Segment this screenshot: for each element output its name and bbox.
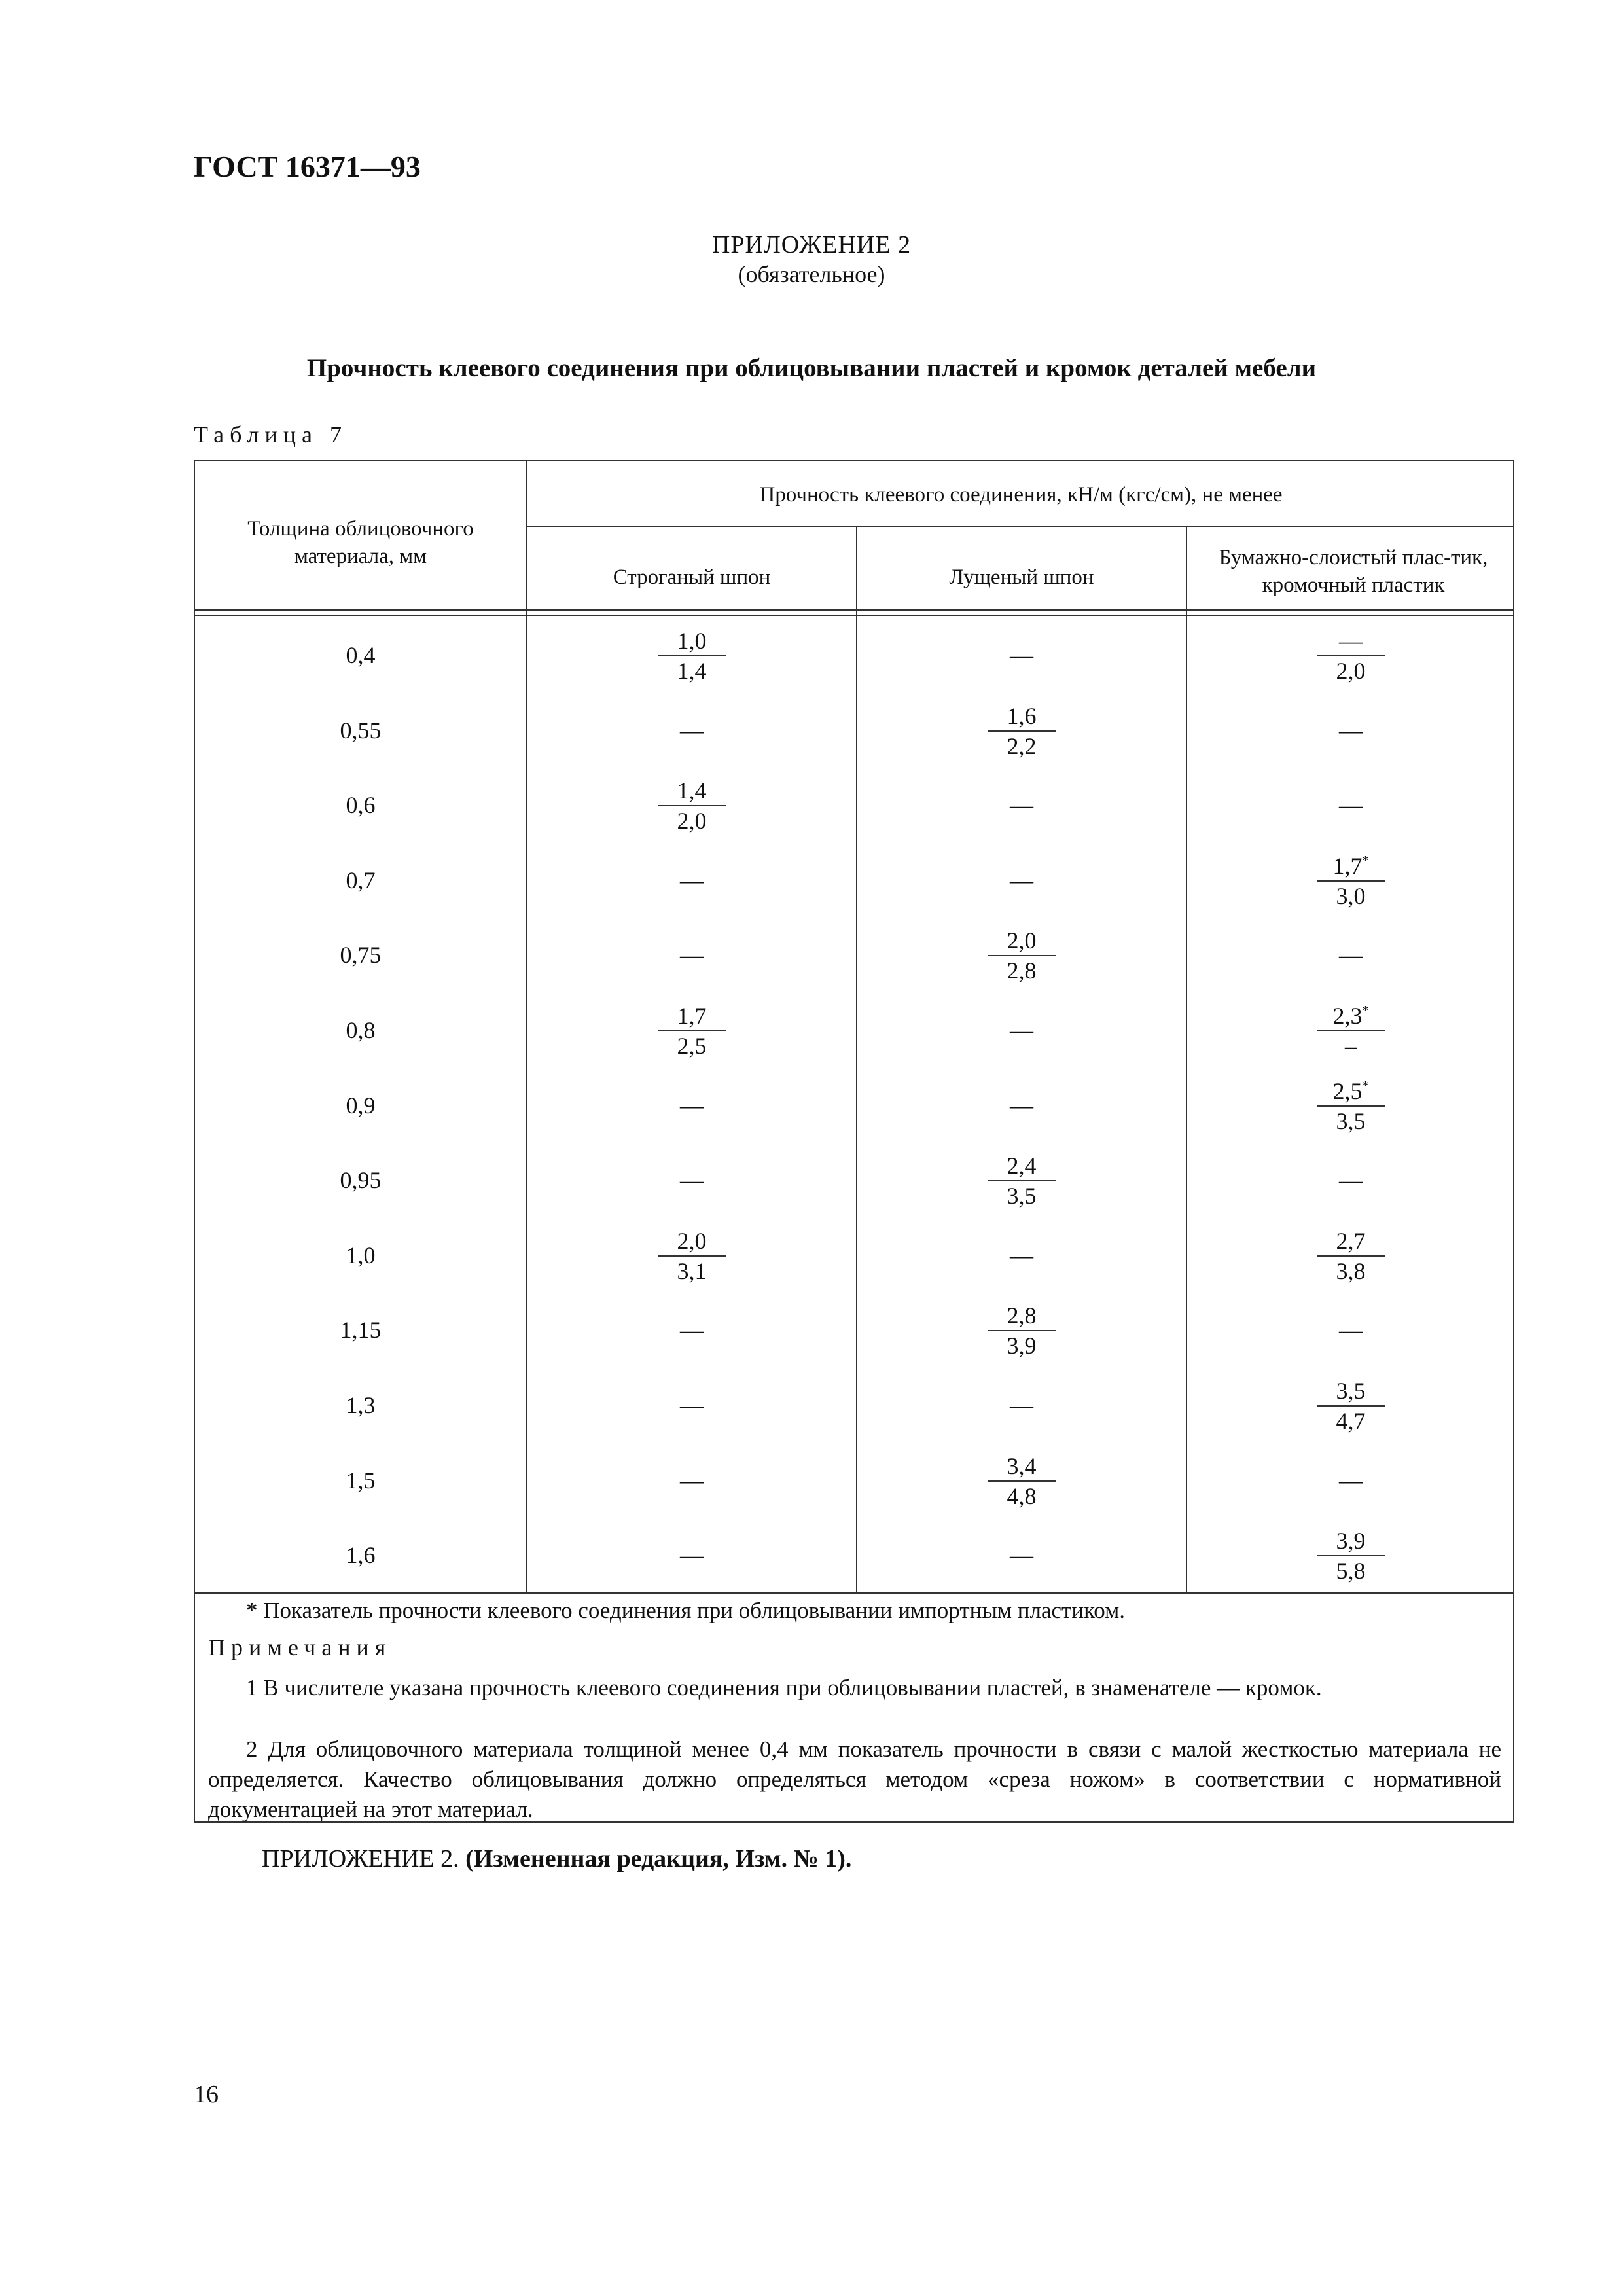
plastic-cell: — [1339, 1467, 1363, 1494]
col-header-peeled: Лущеный шпон [949, 565, 1094, 589]
planed-cell: — [680, 1542, 704, 1569]
numerator [988, 1452, 1056, 1482]
denominator-value: 3,0 [1336, 882, 1366, 909]
header-group-divider [526, 526, 1514, 527]
peeled-cell: — [1010, 1542, 1033, 1569]
thickness-cell: 0,4 [346, 642, 376, 668]
numerator [658, 1227, 726, 1257]
denominator-value: 4,7 [1336, 1408, 1366, 1434]
col-header-thickness: Толщина облицовочного материала, мм [247, 517, 474, 568]
denominator-value: 3,5 [1336, 1107, 1366, 1134]
numerator-value: 1,6 [1007, 702, 1037, 729]
numerator-value: 3,9 [1336, 1528, 1366, 1554]
thickness-cell: 1,5 [346, 1467, 376, 1494]
planed-cell: — [680, 1092, 704, 1119]
numerator-value: 3,5 [1336, 1378, 1366, 1404]
peeled-cell: — [1010, 1392, 1033, 1418]
peeled-fraction [988, 1151, 1056, 1210]
footer-amendment [262, 1844, 851, 1873]
peeled-cell: — [1010, 1017, 1033, 1043]
footnote: * Показатель прочности клеевого соединения при облицовывании импортным пластиком. [246, 1598, 1126, 1623]
thickness-cell: 0,75 [340, 942, 382, 969]
numerator [1317, 1526, 1385, 1556]
numerator [988, 702, 1056, 732]
numerator [658, 1001, 726, 1031]
numerator-value: 2,3 [1332, 1003, 1363, 1029]
footnote-marker: * [1362, 1003, 1369, 1018]
peeled-fraction [988, 1452, 1056, 1511]
thickness-cell: 1,0 [346, 1242, 376, 1268]
planed-cell: — [680, 867, 704, 893]
plastic-cell: — [1339, 717, 1363, 744]
plastic-fraction [1317, 1376, 1385, 1435]
thickness-cell: 1,15 [340, 1317, 382, 1344]
thickness-cell: 1,3 [346, 1392, 376, 1418]
col-header-group: Прочность клеевого соединения, кН/м (кгс/см), не менее [759, 483, 1283, 507]
peeled-fraction [988, 702, 1056, 761]
numerator-value: 1,7 [677, 1003, 707, 1029]
thickness-cell: 0,9 [346, 1092, 376, 1119]
denominator-value: 2,0 [677, 808, 707, 834]
numerator [988, 926, 1056, 956]
denominator-value: 2,0 [1336, 658, 1366, 684]
numerator [658, 626, 726, 656]
denominator-value: 3,8 [1336, 1257, 1366, 1284]
denominator-value: 3,5 [1007, 1183, 1037, 1210]
denominator-value: 2,8 [1007, 958, 1037, 984]
plastic-cell: — [1339, 1167, 1363, 1194]
page-number: 16 [194, 2081, 219, 2108]
peeled-cell: — [1010, 792, 1033, 819]
notes-title: Примечания [208, 1634, 392, 1660]
numerator [988, 1151, 1056, 1181]
planed-fraction [658, 626, 726, 685]
numerator-value: 2,0 [677, 1227, 707, 1254]
denominator-value: 1,4 [677, 658, 707, 684]
numerator-value: 1,4 [677, 778, 707, 804]
appendix-subtitle: (обязательное) [738, 261, 885, 287]
planed-cell: — [680, 1167, 704, 1194]
numerator-value: 2,5 [1332, 1077, 1363, 1104]
col-divider-3 [1186, 526, 1187, 1594]
note-1: 1 В числителе указана прочность клеевого соединения при облицовывании пластей, в знаменателе — кромок. [246, 1675, 1322, 1700]
footer-prefix: ПРИЛОЖЕНИЕ 2. [262, 1845, 459, 1873]
plastic-fraction [1317, 1526, 1385, 1585]
denominator-value: – [1345, 1033, 1357, 1059]
plastic-fraction [1317, 1001, 1385, 1060]
plastic-fraction [1317, 626, 1385, 685]
peeled-cell: — [1010, 1242, 1033, 1268]
note-2: 2 Для облицовочного материала толщиной менее 0,4 мм показатель прочности в связи с малой жесткостью материала не определяется. Качество облицовывания должно определяться методом «среза ножом» в соответствии с нормативной документацией на этот материал. [208, 1736, 1501, 1822]
header-bottom-rule-2 [195, 615, 1514, 616]
peeled-cell: — [1010, 867, 1033, 893]
planed-cell: — [680, 717, 704, 744]
planed-cell: — [680, 942, 704, 969]
denominator-value: 3,1 [677, 1257, 707, 1284]
numerator [988, 1301, 1056, 1331]
planed-cell: — [680, 1317, 704, 1344]
planed-cell: — [680, 1467, 704, 1494]
appendix-title: ПРИЛОЖЕНИЕ 2 [711, 231, 912, 259]
numerator [1317, 1001, 1385, 1031]
col-divider-2 [856, 526, 857, 1594]
peeled-cell: — [1010, 1092, 1033, 1119]
peeled-cell: — [1010, 642, 1033, 668]
numerator-value: — [1339, 628, 1363, 654]
numerator-value: 2,7 [1336, 1227, 1366, 1254]
notes-divider [195, 1592, 1514, 1594]
col-header-planed: Строганый шпон [613, 565, 771, 589]
numerator-value: 2,4 [1007, 1153, 1037, 1179]
numerator [658, 776, 726, 806]
numerator [1317, 1227, 1385, 1257]
numerator-value: 2,8 [1007, 1302, 1037, 1329]
thickness-cell: 0,6 [346, 792, 376, 819]
col-header-plastic: Бумажно-слоистый плас-тик, кромочный пластик [1219, 546, 1488, 597]
plastic-cell: — [1339, 792, 1363, 819]
footer-bold: (Измененная редакция, Изм. № 1). [465, 1845, 852, 1873]
plastic-fraction [1317, 1077, 1385, 1136]
footnote-marker: * [1362, 853, 1369, 868]
appendix-heading [0, 230, 1623, 288]
numerator-value: 1,7 [1332, 852, 1363, 879]
thickness-cell: 0,8 [346, 1017, 376, 1043]
denominator-value: 5,8 [1336, 1558, 1366, 1585]
header-bottom-rule [195, 609, 1514, 611]
numerator-value: 3,4 [1007, 1452, 1037, 1479]
numerator [1317, 626, 1385, 656]
planed-cell: — [680, 1392, 704, 1418]
plastic-cell: — [1339, 942, 1363, 969]
thickness-cell: 0,95 [340, 1167, 382, 1194]
peeled-fraction [988, 1301, 1056, 1360]
denominator-value: 3,9 [1007, 1333, 1037, 1359]
table-label: Таблица 7 [194, 422, 348, 448]
thickness-cell: 0,55 [340, 717, 382, 744]
main-title: Прочность клеевого соединения при облицовывании пластей и кромок деталей мебели [306, 354, 1317, 382]
denominator-value: 2,5 [677, 1033, 707, 1059]
numerator [1317, 852, 1385, 882]
numerator-value: 1,0 [677, 628, 707, 654]
thickness-cell: 1,6 [346, 1542, 376, 1569]
numerator [1317, 1376, 1385, 1407]
doc-code: ГОСТ 16371—93 [194, 150, 421, 183]
denominator-value: 2,2 [1007, 732, 1037, 759]
thickness-cell: 0,7 [346, 867, 376, 893]
numerator-value: 2,0 [1007, 927, 1037, 954]
denominator-value: 4,8 [1007, 1482, 1037, 1509]
numerator [1317, 1077, 1385, 1107]
footnote-marker: * [1362, 1078, 1369, 1093]
peeled-fraction [988, 926, 1056, 985]
col-divider-1 [526, 461, 527, 1594]
plastic-fraction [1317, 852, 1385, 910]
planed-fraction [658, 1227, 726, 1285]
planed-fraction [658, 1001, 726, 1060]
plastic-fraction [1317, 1227, 1385, 1285]
planed-fraction [658, 776, 726, 835]
plastic-cell: — [1339, 1317, 1363, 1344]
